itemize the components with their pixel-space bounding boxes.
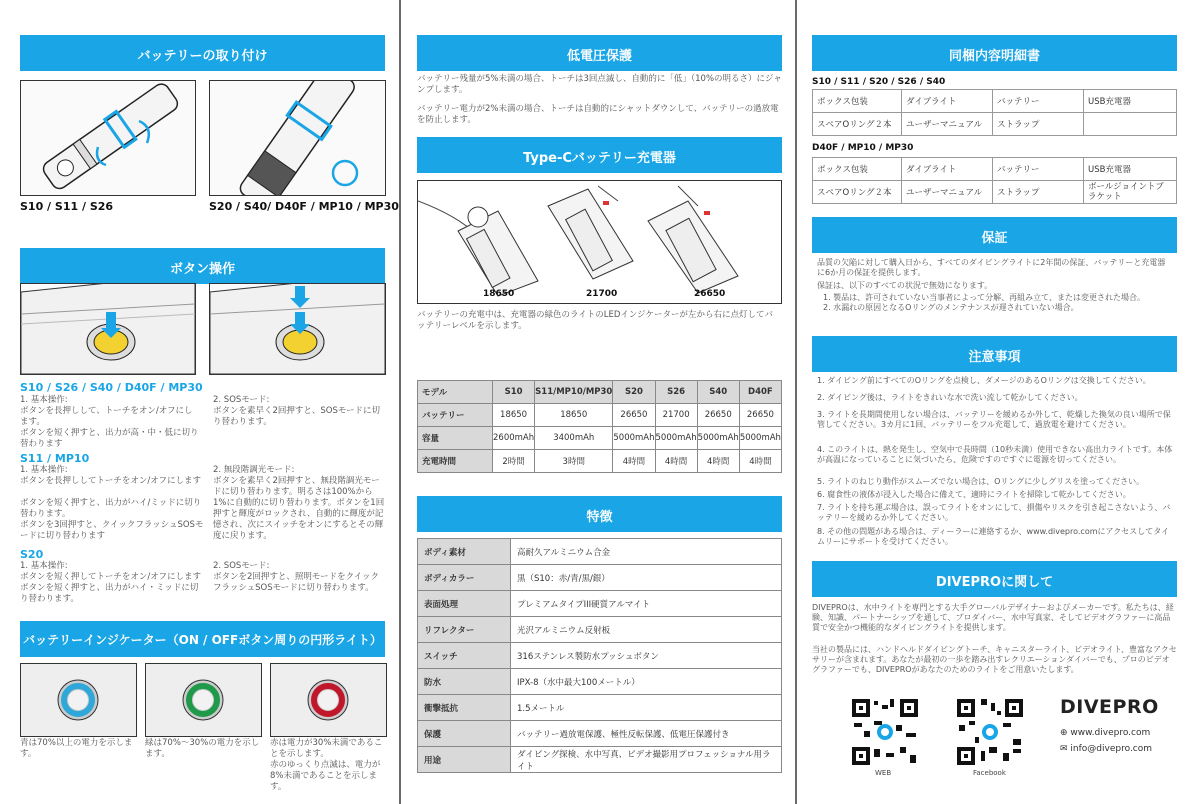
about-section-title: DIVEPROに関して	[812, 561, 1177, 597]
warranty-text-1: 品質の欠陥に対して購入日から、すべてのダイビングライトに2年間の保証、バッテリーと充電器に6か月の保証を提供します。	[817, 258, 1166, 277]
feature-value: IPX-8（水中最大100メートル）	[511, 669, 782, 695]
caution-item-5: 5. ライトのねじり動作がスムーズでない場合は、Oリングに少しグリスを塗ってください。	[817, 477, 1145, 486]
table-cell: USB充電器	[1084, 158, 1177, 181]
spec-header-cell: モデル	[418, 381, 493, 404]
qr-code-icon	[850, 697, 920, 767]
feature-row	[418, 617, 782, 643]
lowvoltage-text-1: バッテリー残量が5%未満の場合、トーチは3回点滅し、自動的に「低」（10%の明るさ）にジャンプします。	[417, 74, 782, 95]
spec-row-label: 充電時間	[418, 450, 493, 473]
indicator-section-title: バッテリーインジケーター（ON / OFFボタン周りの円形ライト）	[20, 621, 385, 657]
warranty-section-title: 保証	[812, 217, 1177, 253]
table-cell: スペアOリング２本	[813, 113, 902, 136]
install-image-s10	[20, 80, 196, 196]
table-row	[813, 113, 1177, 136]
spec-cell: 5000mAh	[613, 427, 655, 450]
spec-cell: 4時間	[655, 450, 697, 473]
group3-right-text: 2. SOSモード: ボタンを2回押すと、照明モードをクイックフラッシュSOSモードに切り替わります。	[213, 561, 379, 593]
spec-header-row	[418, 381, 782, 404]
feature-label: ボディカラー	[418, 565, 511, 591]
spec-cell: 2時間	[493, 450, 535, 473]
spec-table	[417, 380, 782, 473]
charger-image	[417, 180, 782, 304]
charger-note: バッテリーの充電中は、充電器の緑色のライトのLEDインジケーターが左から右に点灯してバッテリーレベルを示します。	[417, 310, 774, 331]
table-cell: ユーザーマニュアル	[902, 181, 993, 204]
table-cell: ボックス包装	[813, 90, 902, 113]
table-cell: スペアOリング２本	[813, 181, 902, 204]
feature-row	[418, 643, 782, 669]
mail-icon: ✉	[1060, 744, 1068, 754]
table-cell: ストラップ	[993, 113, 1084, 136]
table-cell: ボックス包装	[813, 158, 902, 181]
spec-row-label: 容量	[418, 427, 493, 450]
spec-row-battery	[418, 404, 782, 427]
indicator-green-image	[145, 663, 262, 737]
feature-row	[418, 721, 782, 747]
lowvoltage-section-title: 低電圧保護	[417, 35, 782, 71]
feature-value: プレミアムタイプIII硬質アルマイト	[511, 591, 782, 617]
spec-cell: 26650	[739, 404, 781, 427]
feature-value: 光沢アルミニウム反射板	[511, 617, 782, 643]
table-cell: USB充電器	[1084, 90, 1177, 113]
table-cell: ストラップ	[993, 181, 1084, 204]
warranty-text-2: 保証は、以下のすべての状況で無効になります。	[817, 281, 993, 290]
qr-facebook-label: Facebook	[973, 769, 1006, 777]
install-caption-right: S20 / S40/ D40F / MP10 / MP30	[209, 200, 399, 213]
spec-cell: 5000mAh	[739, 427, 781, 450]
install-caption-left: S10 / S11 / S26	[20, 200, 114, 213]
charger-illustration	[418, 181, 781, 303]
group1-left-text: 1. 基本操作: ボタンを長押しして、トーチをオン/オフにします。 ボタンを短く押すと、出力が高・中・低に切り替わります	[20, 395, 199, 449]
caution-item-1: 1. ダイビング前にすべてのOリングを点検し、ダメージのあるOリングは交換してください。	[817, 376, 1151, 385]
feature-label: 保護	[418, 721, 511, 747]
warranty-item-2: 2. 水漏れの原因となるOリングのメンテナンスが遅されていない場合。	[823, 303, 1079, 312]
caution-section-title: 注意事項	[812, 336, 1177, 372]
button-double-press-illustration	[210, 284, 385, 374]
table-cell: ユーザーマニュアル	[902, 113, 993, 136]
feature-row	[418, 669, 782, 695]
install-image-s20	[209, 80, 386, 196]
blue-ring-icon	[21, 664, 136, 736]
spec-header-cell: S11/MP10/MP30	[535, 381, 613, 404]
contents-group2-title: D40F / MP10 / MP30	[812, 143, 914, 153]
divepro-logo: DIVEPRO	[1060, 696, 1159, 718]
feature-row	[418, 695, 782, 721]
feature-value: 1.5メートル	[511, 695, 782, 721]
button-image-left	[20, 283, 196, 375]
table-cell: ダイブライト	[902, 158, 993, 181]
indicator-blue-text: 青は70%以上の電力を示します。	[20, 738, 133, 759]
spec-cell: 5000mAh	[697, 427, 739, 450]
feature-value: 316ステンレス製防水プッシュボタン	[511, 643, 782, 669]
spec-cell: 3400mAh	[535, 427, 613, 450]
button-section-title: ボタン操作	[20, 248, 385, 284]
green-ring-icon	[146, 664, 261, 736]
button-press-illustration	[21, 284, 195, 374]
red-ring-icon	[271, 664, 386, 736]
about-text-1: DIVEPROは、水中ライトを専門とする大手グローバルデザイナーおよびメーカーです。私たちは、経験、知識、パートナーシップを通して、プロダイバー、水中写真家、そしてビデオグラファーに高品質で安全かつ機能的なダイビングライトを提供します。	[812, 603, 1174, 632]
battery-label-21700: 21700	[586, 289, 618, 299]
spec-header-cell: D40F	[739, 381, 781, 404]
feature-label: ボディ素材	[418, 539, 511, 565]
feature-label: 用途	[418, 747, 511, 773]
contents-table-1	[812, 89, 1177, 136]
spec-cell: 26650	[613, 404, 655, 427]
spec-cell: 18650	[493, 404, 535, 427]
feature-label: スイッチ	[418, 643, 511, 669]
table-row	[813, 158, 1177, 181]
contents-table-2	[812, 157, 1177, 204]
table-cell: バッテリー	[993, 90, 1084, 113]
indicator-red-image	[270, 663, 387, 737]
website-link[interactable]: www.divepro.com	[1070, 728, 1151, 738]
feature-value: バッテリー過放電保護、極性反転保護、低電圧保護付き	[511, 721, 782, 747]
spec-header-cell: S20	[613, 381, 655, 404]
feature-value: 高耐久アルミニウム合金	[511, 539, 782, 565]
table-cell: ダイブライト	[902, 90, 993, 113]
spec-row-charge-time	[418, 450, 782, 473]
feature-label: リフレクター	[418, 617, 511, 643]
caution-item-2: 2. ダイビング後は、ライトをきれいな水で洗い流して乾かしてください。	[817, 393, 1083, 402]
spec-header-cell: S26	[655, 381, 697, 404]
battery-label-26650: 26650	[694, 289, 726, 299]
feature-label: 防水	[418, 669, 511, 695]
group3-left-text: 1. 基本操作: ボタンを短く押してトーチをオン/オフにします ボタンを短く押すと、出力がハイ・ミッドに切り替わります。	[20, 561, 201, 604]
lowvoltage-text-2: バッテリー電力が2%未満の場合、トーチは自動的にシャットダウンして、バッテリーの過放電を防止します。	[417, 104, 779, 125]
spec-cell: 18650	[535, 404, 613, 427]
caution-item-8: 8. その他の問題がある場合は、ディーラーに連絡するか、www.divepro.comにアクセスしてタイムリーにサポートを受けてください。	[817, 527, 1170, 546]
feature-value: ダイビング探検、水中写真、ビデオ撮影用プロフェッショナル用ライト	[511, 747, 782, 773]
qr-code-icon	[955, 697, 1025, 767]
about-text-2: 当社の製品には、ハンドヘルドダイビングトーチ、キャニスターライト、ビデオライト、豊富なアクセサリーが含まれます。あなたが最初の一歩を踏み出すレクリエーションダイバーでも、プロのビデオグラファーでも、DIVEPROがあなたのためのライトをご用意いたします。	[812, 645, 1177, 674]
globe-icon: ⊕	[1060, 728, 1068, 738]
spec-cell: 4時間	[739, 450, 781, 473]
caution-item-4: 4. このライトは、熱を発生し、空気中で長時間（10秒未満）使用できない高出力ライトです。本体が高温になっていることに気づいたら、危険ですのですぐに電源を切ってください。	[817, 445, 1173, 464]
group3-title: S20	[20, 548, 44, 561]
group2-right-text: 2. 無段階調光モード: ボタンを素早く2回押すと、無段階調光モードに切り替わります。明るさは100%から1%に自動的に切り替わります。ボタンを1回押すと輝度がロックされ、自動的に輝度が記憶され、次にスイッチをオンにするとその輝度に戻ります。	[213, 465, 385, 541]
feature-label: 衝撃抵抗	[418, 695, 511, 721]
spec-header-cell: S10	[493, 381, 535, 404]
spec-row-capacity	[418, 427, 782, 450]
feature-value: 黒（S10：赤/青/黒/銀）	[511, 565, 782, 591]
group1-right-text: 2. SOSモード: ボタンを素早く2回押すと、SOSモードに切り替わります。	[213, 395, 381, 427]
qr-code-facebook[interactable]	[955, 697, 1025, 767]
feature-row	[418, 539, 782, 565]
feature-row	[418, 591, 782, 617]
feature-label: 表面処理	[418, 591, 511, 617]
warranty-item-1: 1. 製品は、許可されていない当事者によって分解、再組み立て、または変更された場合。	[823, 293, 1146, 302]
spec-cell: 3時間	[535, 450, 613, 473]
group1-title: S10 / S26 / S40 / D40F / MP30	[20, 381, 203, 394]
qr-web-label: WEB	[875, 769, 892, 777]
spec-row-label: バッテリー	[418, 404, 493, 427]
column-left	[0, 0, 401, 804]
button-image-right	[209, 283, 386, 375]
indicator-blue-image	[20, 663, 137, 737]
caution-item-3: 3. ライトを長期間使用しない場合は、バッテリーを緩めるか外して、乾燥した換気の良い場所で保管してください。3カ月に1回、バッテリーをフル充電して、過放電を避けてください。	[817, 410, 1171, 429]
flashlight-twist-illustration	[210, 81, 385, 195]
caution-item-7: 7. ライトを持ち運ぶ場合は、誤ってライトをオンにして、損傷やリスクを引き起こさないよう、バッテリーを緩めるか外してください。	[817, 503, 1171, 522]
features-section-title: 特徴	[417, 496, 782, 532]
qr-code-web[interactable]	[850, 697, 920, 767]
contents-section-title: 同梱内容明細書	[812, 35, 1177, 71]
table-row	[813, 181, 1177, 204]
table-row	[813, 90, 1177, 113]
indicator-green-text: 緑は70%～30%の電力を示します。	[145, 738, 260, 759]
battery-label-18650: 18650	[483, 289, 515, 299]
table-cell: ボールジョイントブラケット	[1084, 181, 1177, 204]
feature-row	[418, 565, 782, 591]
caution-item-6: 6. 腐食性の液体が浸入した場合に備えて、適時にライトを掃除して乾かしてください。	[817, 490, 1131, 499]
feature-row	[418, 747, 782, 773]
spec-cell: 4時間	[697, 450, 739, 473]
spec-cell: 4時間	[613, 450, 655, 473]
contents-group1-title: S10 / S11 / S20 / S26 / S40	[812, 77, 946, 87]
column-middle	[401, 0, 797, 804]
spec-cell: 26650	[697, 404, 739, 427]
website-row[interactable]	[1060, 728, 1150, 738]
install-section-title: バッテリーの取り付け	[20, 35, 385, 71]
email-link[interactable]: info@divepro.com	[1070, 744, 1153, 754]
group2-title: S11 / MP10	[20, 452, 90, 465]
spec-header-cell: S40	[697, 381, 739, 404]
spec-cell: 5000mAh	[655, 427, 697, 450]
flashlight-twist-illustration	[21, 81, 195, 195]
charger-section-title: Type-Cバッテリー充電器	[417, 137, 782, 173]
table-cell: バッテリー	[993, 158, 1084, 181]
features-table	[417, 538, 782, 773]
spec-cell: 2600mAh	[493, 427, 535, 450]
table-cell	[1084, 113, 1177, 136]
column-right	[797, 0, 1200, 804]
group2-left-text: 1. 基本操作: ボタンを長押ししてトーチをオン/オフにします ボタンを短く押すと、出力がハイ/ミッドに切り替わります。 ボタンを3回押すと、クイックフラッシュSOSモードに切り替わります	[20, 465, 204, 541]
indicator-red-text: 赤は電力が30%未満であることを示します。 赤のゆっくり点滅は、電力が8%未満であることを示します。	[270, 738, 383, 792]
email-row[interactable]	[1060, 744, 1152, 754]
spec-cell: 21700	[655, 404, 697, 427]
